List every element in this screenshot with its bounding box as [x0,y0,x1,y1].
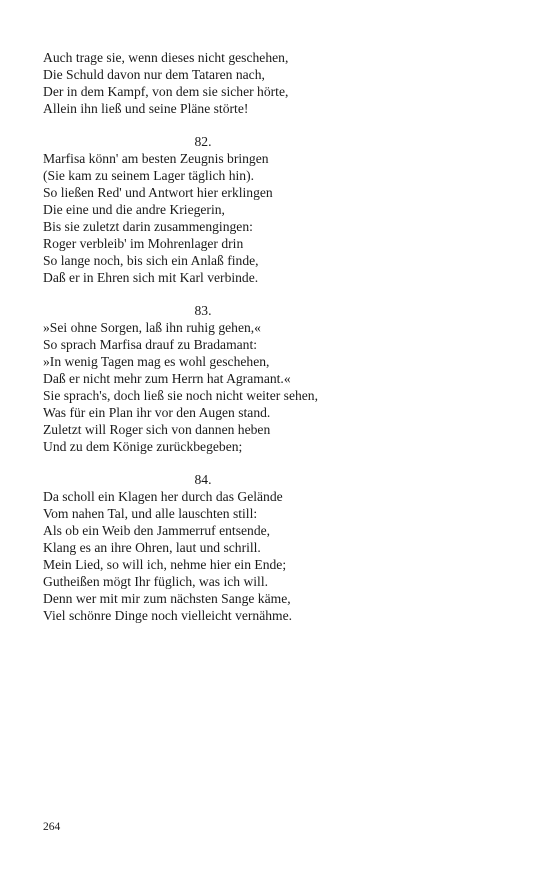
verse-line: Allein ihn ließ und seine Pläne störte! [43,101,249,116]
verse-line: Die Schuld davon nur dem Tataren nach, [43,67,265,82]
verse-line: (Sie kam zu seinem Lager täglich hin). [43,168,255,183]
verse-line: Die eine und die andre Kriegerin, [43,202,225,217]
verse-line: Gutheißen mögt Ihr füglich, was ich will. [43,574,269,589]
verse-line: Da scholl ein Klagen her durch das Gelände [43,489,283,504]
verse-line: Bis sie zuletzt darin zusammengingen: [43,219,253,234]
verse-line: Roger verbleib' im Mohrenlager drin [43,236,244,251]
verse-line: Daß er nicht mehr zum Herrn hat Agramant.« [43,371,291,386]
verse-line: Als ob ein Weib den Jammerruf entsende, [43,523,271,538]
stanza-number: 84. [194,472,212,487]
verse-line: Daß er in Ehren sich mit Karl verbinde. [43,270,259,285]
verse-line: »In wenig Tagen mag es wohl geschehen, [43,354,270,369]
verse-line: Der in dem Kampf, von dem sie sicher hörte, [43,84,289,99]
stanza-number: 83. [194,303,212,318]
verse-line: Und zu dem Könige zurückbegeben; [43,439,243,454]
page-number: 264 [43,821,61,833]
verse-line: So lange noch, bis sich ein Anlaß finde, [43,253,259,268]
verse-line: Marfisa könn' am besten Zeugnis bringen [43,151,269,166]
stanza-84 [43,471,363,624]
verse-line: Denn wer mit mir zum nächsten Sange käme, [43,591,291,606]
verse-line: »Sei ohne Sorgen, laß ihn ruhig gehen,« [43,320,261,335]
verse-line: Mein Lied, so will ich, nehme hier ein Ende; [43,557,287,572]
verse-line: So sprach Marfisa drauf zu Bradamant: [43,337,258,352]
stanza-83 [43,302,363,455]
verse-line: Zuletzt will Roger sich von dannen heben [43,422,271,437]
verse-line: Klang es an ihre Ohren, laut und schrill. [43,540,261,555]
verse-line: Vom nahen Tal, und alle lauschten still: [43,506,258,521]
verse-line: Viel schönre Dinge noch vielleicht vernähme. [43,608,293,623]
poem-text [43,49,363,640]
verse-line: Sie sprach's, doch ließ sie noch nicht weiter sehen, [43,388,319,403]
stanza-82 [43,133,363,286]
verse-line: So ließen Red' und Antwort hier erklingen [43,185,273,200]
stanza-number: 82. [194,134,212,149]
verse-line: Auch trage sie, wenn dieses nicht geschehen, [43,50,289,65]
stanza-81-end [43,49,363,117]
verse-line: Was für ein Plan ihr vor den Augen stand. [43,405,271,420]
